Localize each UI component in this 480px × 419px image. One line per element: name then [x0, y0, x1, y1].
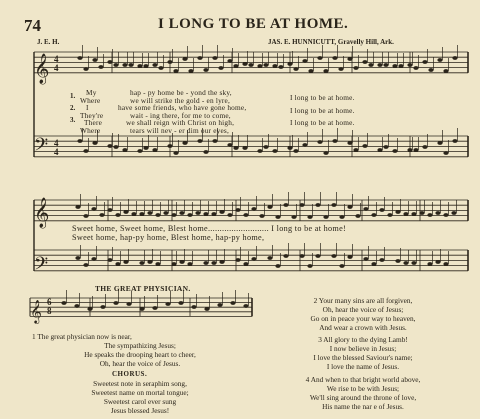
lyric-line: hap - py home be - yond the sky,: [130, 88, 232, 97]
verse-line: Jesus blessed Jesus!: [110, 406, 170, 415]
verse-line: Sweetest name on mortal tongue;: [91, 388, 189, 397]
lyric-line: we shall reign with Christ on high,: [126, 118, 235, 127]
svg-text:6: 6: [47, 297, 52, 307]
lyric-refrain: I long to be at home.: [290, 93, 355, 102]
lyricist-credit: J. E. H.: [37, 38, 60, 46]
verse-line: Oh, hear the voice of Jesus;: [322, 305, 404, 314]
svg-text:𝄢: 𝄢: [34, 254, 49, 279]
lyric-line: have some friends, who have gone home,: [118, 103, 247, 112]
lyric-line: tears will nev - er dim our eyes,: [130, 126, 229, 135]
lyric-refrain: I long to be at home.: [290, 118, 355, 127]
lyric-refrain: I long to be at home.: [290, 106, 355, 115]
verse-line: Sweetest note in seraphim song,: [93, 379, 187, 388]
lyric-word: There: [84, 118, 103, 127]
verse-line: And wear a crown with Jesus.: [319, 323, 407, 332]
verse-number: 2.: [70, 104, 76, 112]
svg-text:4: 4: [54, 63, 59, 73]
verse-number: 3.: [70, 116, 76, 124]
composer-credit: JAS. E. HUNNICUTT, Gravelly Hill, Ark.: [268, 38, 394, 46]
verse-line: The sympathizing Jesus;: [104, 341, 176, 350]
verse-line: He speaks the drooping heart to cheer,: [84, 350, 196, 359]
verse-line: Go on in peace your way to heaven,: [310, 314, 416, 323]
lyric-word: My: [86, 88, 97, 97]
svg-text:4: 4: [54, 54, 59, 64]
verse-4: [258, 375, 468, 411]
verse-number: 1.: [70, 92, 76, 100]
lyric-line: wait - ing there, for me to come,: [130, 111, 231, 120]
svg-text:𝄞: 𝄞: [34, 198, 50, 228]
chorus-lyric-line: Sweet home, hap-py home, Blest home, hap-py home,: [72, 233, 265, 242]
verse-line: 3 All glory to the dying Lamb!: [318, 335, 408, 344]
verse-line: 2 Your many sins are all forgiven,: [313, 296, 413, 305]
lyric-line: we will strike the gold - en lyre,: [130, 96, 231, 105]
verse-line: I love the name of Jesus.: [326, 362, 400, 371]
svg-text:𝄞: 𝄞: [30, 299, 42, 323]
verse-2: [258, 296, 468, 332]
verse-line: We'll sing around the throne of love,: [309, 393, 417, 402]
lyric-word: They're: [80, 111, 104, 120]
svg-text:𝄞: 𝄞: [34, 54, 50, 84]
verse-line: 4 And when to that bright world above,: [305, 375, 421, 384]
verse-line: Oh, hear the voice of Jesus.: [99, 359, 181, 368]
lyric-word: Where: [80, 96, 101, 105]
verse-3: [258, 335, 468, 371]
svg-text:8: 8: [47, 306, 52, 316]
svg-text:4: 4: [54, 138, 59, 148]
hymn-title: I LONG TO BE AT HOME.: [158, 16, 349, 32]
verse-line: I now believe in Jesus;: [329, 344, 397, 353]
verse-1: [30, 332, 250, 368]
lyric-word: Where: [80, 126, 101, 135]
verse-line: We rise to be with Jesus;: [326, 384, 400, 393]
verse-line: I love the blessed Saviour's name;: [313, 353, 413, 362]
svg-text:𝄢: 𝄢: [34, 135, 49, 160]
page-number: 74: [24, 16, 41, 35]
verse-line: His name the nar e of Jesus.: [322, 402, 404, 411]
verse-line: Sweetest carol ever sung: [103, 397, 177, 406]
chorus-label: CHORUS.: [112, 370, 148, 378]
verse-line: 1 The great physician now is near,: [32, 332, 132, 341]
lyric-word: I: [86, 103, 89, 112]
chorus-lyric-line: Sweet home, Sweet home, Blest home.......................... I long to be at home!: [72, 224, 347, 233]
svg-text:4: 4: [54, 147, 59, 157]
chorus-block: [30, 379, 250, 415]
second-hymn-title: THE GREAT PHYSICIAN.: [95, 284, 191, 293]
